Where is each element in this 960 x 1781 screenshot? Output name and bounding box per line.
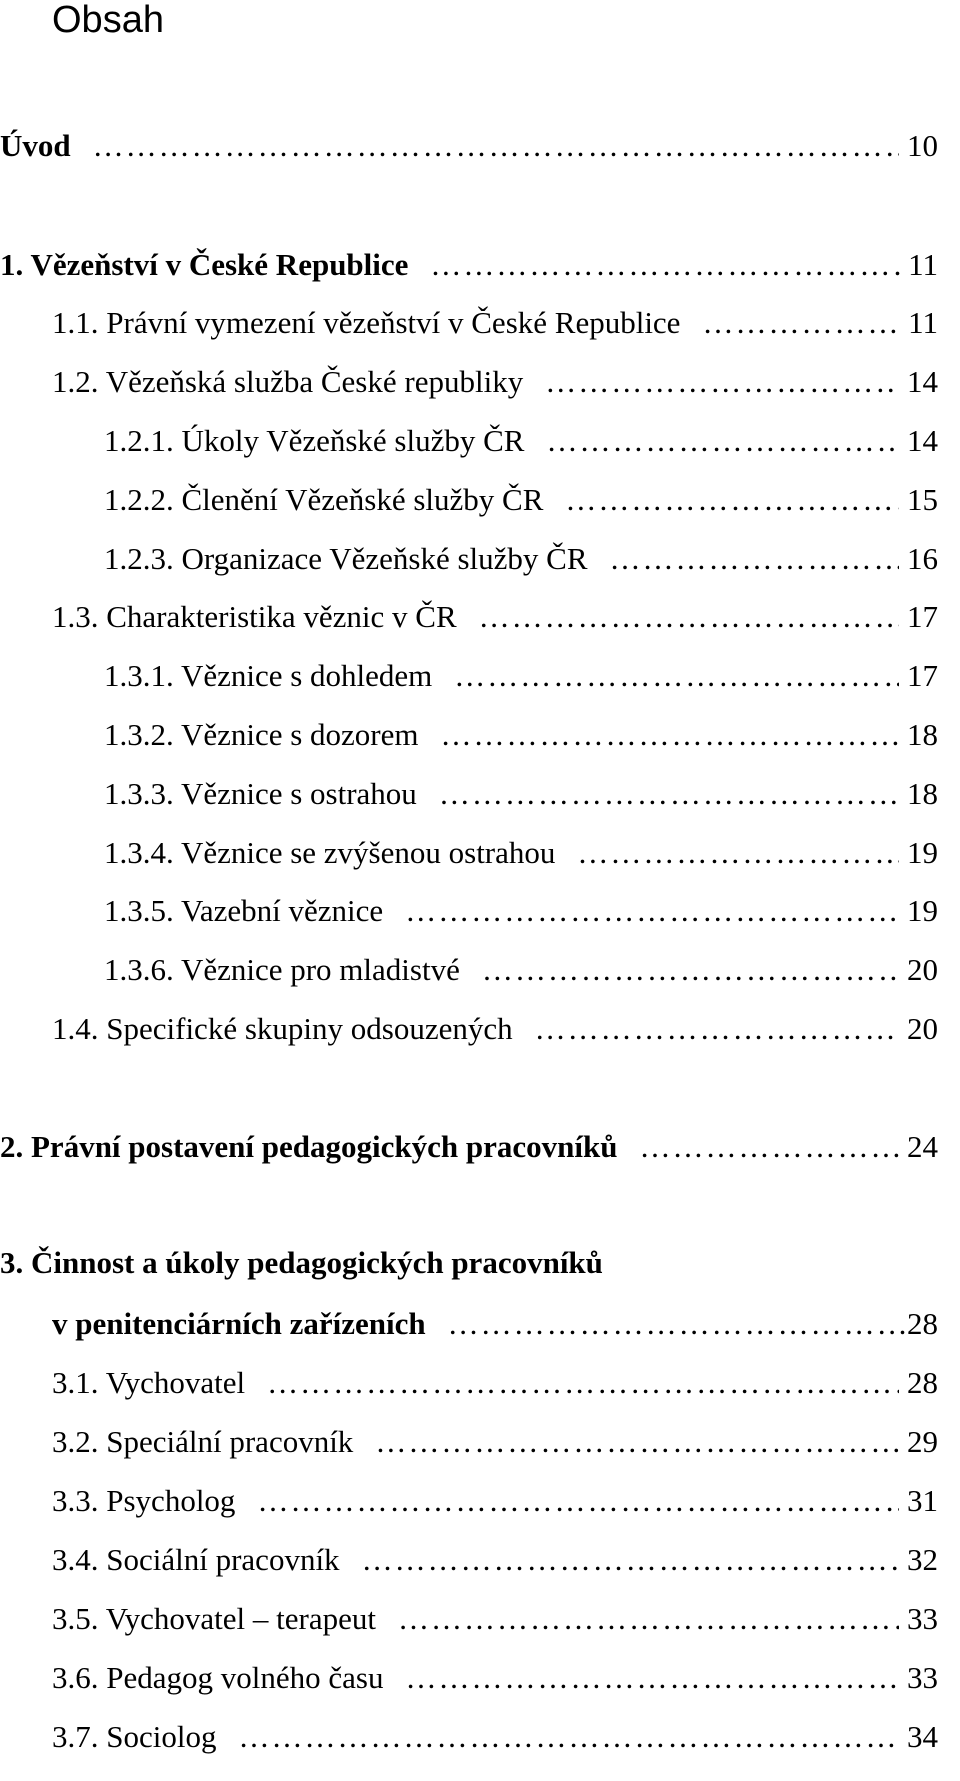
toc-entry-page: 20 <box>907 952 938 987</box>
toc-entry[interactable] <box>104 950 938 988</box>
dot-leader <box>398 1601 899 1637</box>
toc-entry-label: 1.3.1. Věznice s dohledem <box>104 658 433 693</box>
toc-entry-label: 1.1. Právní vymezení vězeňství v České Republice <box>52 305 681 340</box>
toc-entry-chapter-3[interactable] <box>0 1245 603 1283</box>
dot-leader <box>93 128 899 164</box>
toc-entry[interactable] <box>104 833 938 871</box>
toc-entry[interactable] <box>52 597 938 635</box>
toc-entry-label: 1.3.2. Věznice s dozorem <box>104 717 419 752</box>
toc-entry-label: 1. Vězeňství v České Republice <box>0 247 409 282</box>
toc-entry-page: 34 <box>907 1719 938 1754</box>
toc-entry-page: 11 <box>908 247 938 282</box>
toc-entry-page: 24 <box>907 1129 938 1164</box>
dot-leader <box>454 658 899 694</box>
dot-leader <box>439 776 899 812</box>
toc-entry-label: 3.5. Vychovatel – terapeut <box>52 1601 376 1636</box>
toc-entry-label: 1.2.3. Organizace Vězeňské služby ČR <box>104 541 588 576</box>
dot-leader <box>362 1542 899 1578</box>
toc-entry-label: 3.4. Sociální pracovník <box>52 1542 340 1577</box>
toc-entry-label: 1.3. Charakteristika věznic v ČR <box>52 599 457 634</box>
toc-entry-page: 33 <box>907 1660 938 1695</box>
toc-entry[interactable] <box>104 774 938 812</box>
toc-entry-label: v penitenciárních zařízeních <box>52 1306 426 1341</box>
toc-entry[interactable] <box>52 1009 938 1047</box>
dot-leader <box>702 305 900 341</box>
toc-entry-label: 1.3.3. Věznice s ostrahou <box>104 776 417 811</box>
toc-entry-page: 32 <box>907 1542 938 1577</box>
toc-entry-label: Úvod <box>0 128 71 163</box>
toc-entry-chapter-1[interactable] <box>0 245 938 283</box>
toc-entry-page: 33 <box>907 1601 938 1636</box>
toc-entry-label: 2. Právní postavení pedagogických pracovníků <box>0 1129 618 1164</box>
toc-entry[interactable] <box>52 1658 938 1696</box>
toc-entry-page: 28 <box>907 1306 938 1341</box>
dot-leader <box>238 1719 899 1755</box>
toc-entry[interactable] <box>104 480 938 518</box>
toc-entry-page: 15 <box>907 482 938 517</box>
dot-leader <box>535 1011 899 1047</box>
dot-leader <box>257 1483 899 1519</box>
toc-entry[interactable] <box>104 891 938 929</box>
toc-entry[interactable] <box>52 1481 938 1519</box>
dot-leader <box>405 1660 899 1696</box>
toc-entry-page: 29 <box>907 1424 938 1459</box>
toc-entry-page: 17 <box>907 658 938 693</box>
toc-entry-chapter-3-cont[interactable] <box>52 1304 938 1342</box>
toc-entry-page: 14 <box>907 364 938 399</box>
toc-entry[interactable] <box>104 539 938 577</box>
toc-entry-label: 1.3.4. Věznice se zvýšenou ostrahou <box>104 835 556 870</box>
toc-entry-page: 19 <box>907 835 938 870</box>
toc-entry-page: 28 <box>907 1365 938 1400</box>
dot-leader <box>545 364 899 400</box>
toc-entry-label: 1.3.6. Věznice pro mladistvé <box>104 952 460 987</box>
dot-leader <box>448 1306 907 1342</box>
page-title: Obsah <box>52 0 164 41</box>
dot-leader <box>610 541 899 577</box>
toc-entry-page: 31 <box>907 1483 938 1518</box>
toc-entry[interactable] <box>52 1540 938 1578</box>
dot-leader <box>640 1129 900 1165</box>
toc-entry-label: 1.2.2. Členění Vězeňské služby ČR <box>104 482 544 517</box>
toc-entry-uvod[interactable] <box>0 126 938 164</box>
toc-entry-page: 14 <box>907 423 938 458</box>
toc-entry-chapter-2[interactable] <box>0 1127 938 1165</box>
toc-entry[interactable] <box>52 362 938 400</box>
toc-entry-label: 3. Činnost a úkoly pedagogických pracovníků <box>0 1245 603 1280</box>
dot-leader <box>441 717 900 753</box>
dot-leader <box>405 893 899 929</box>
toc-entry-label: 1.3.5. Vazební věznice <box>104 893 384 928</box>
dot-leader <box>267 1365 899 1401</box>
dot-leader <box>375 1424 899 1460</box>
toc-entry-page: 20 <box>907 1011 938 1046</box>
toc-entry-label: 3.2. Speciální pracovník <box>52 1424 354 1459</box>
toc-entry[interactable] <box>104 656 938 694</box>
toc-entry-label: 3.3. Psycholog <box>52 1483 236 1518</box>
dot-leader <box>482 952 899 988</box>
toc-entry-page: 10 <box>907 128 938 163</box>
dot-leader <box>577 835 899 871</box>
toc-entry[interactable] <box>104 715 938 753</box>
toc-entry[interactable] <box>52 1363 938 1401</box>
toc-entry-label: 3.1. Vychovatel <box>52 1365 246 1400</box>
dot-leader <box>565 482 899 518</box>
toc-entry-page: 11 <box>908 305 938 340</box>
toc-entry-label: 1.2. Vězeňská služba České republiky <box>52 364 524 399</box>
toc-entry-label: 1.4. Specifické skupiny odsouzených <box>52 1011 513 1046</box>
dot-leader <box>430 247 900 283</box>
toc-entry[interactable] <box>104 421 938 459</box>
toc-entry-label: 1.2.1. Úkoly Vězeňské služby ČR <box>104 423 525 458</box>
toc-entry[interactable] <box>52 1422 938 1460</box>
toc-entry-page: 19 <box>907 893 938 928</box>
dot-leader <box>479 599 899 635</box>
toc-entry-label: 3.7. Sociolog <box>52 1719 217 1754</box>
toc-entry-page: 16 <box>907 541 938 576</box>
toc-entry-page: 17 <box>907 599 938 634</box>
toc-entry[interactable] <box>52 303 938 341</box>
dot-leader <box>546 423 899 459</box>
toc-entry-label: 3.6. Pedagog volného času <box>52 1660 384 1695</box>
toc-entry[interactable] <box>52 1717 938 1755</box>
toc-entry-page: 18 <box>907 717 938 752</box>
toc-entry-page: 18 <box>907 776 938 811</box>
toc-entry[interactable] <box>52 1599 938 1637</box>
